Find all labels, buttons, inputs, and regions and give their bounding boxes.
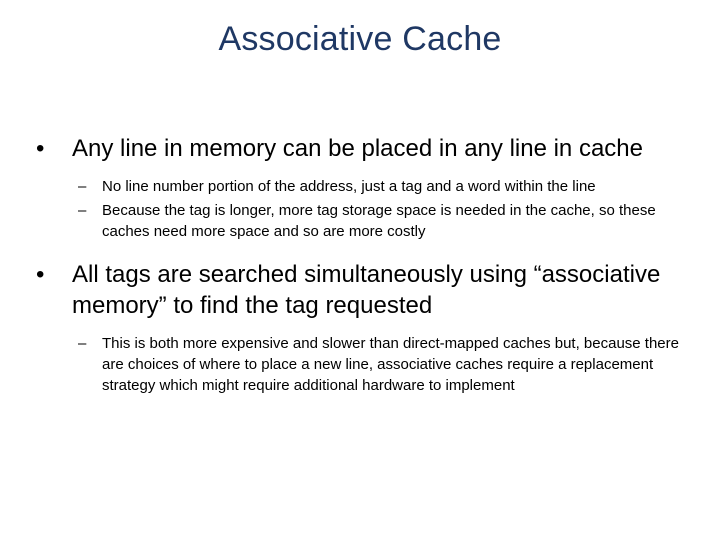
slide-title: Associative Cache [218,20,502,58]
bullet-1-text: Any line in memory can be placed in any line in cache [72,135,643,162]
sub-bullet-2-1-text: This is both more expensive and slower than direct-mapped caches but, because there are choices of where to place a new line, associative caches require a replacement strategy which might require additional hardware to implement [102,335,679,394]
sub-bullet-1-1-text: No line number portion of the address, just a tag and a word within the line [102,178,596,195]
slide-content [36,133,686,396]
bullet-2-text: All tags are searched simultaneously using “associative memory” to find the tag requested [72,261,661,319]
bullet-1 [36,133,686,164]
sub-bullet-1-1 [36,176,686,197]
dash-marker: – [78,335,87,352]
bullet-marker: • [36,261,45,288]
sub-bullet-2-1 [36,333,686,396]
dash-marker: – [78,202,87,219]
bullet-marker: • [36,135,45,162]
bullet-2 [36,259,686,321]
sub-bullet-1-2-text: Because the tag is longer, more tag storage space is needed in the cache, so these caches need more space and so are more costly [102,202,656,240]
dash-marker: – [78,178,87,195]
sub-bullet-1-2 [36,200,686,242]
